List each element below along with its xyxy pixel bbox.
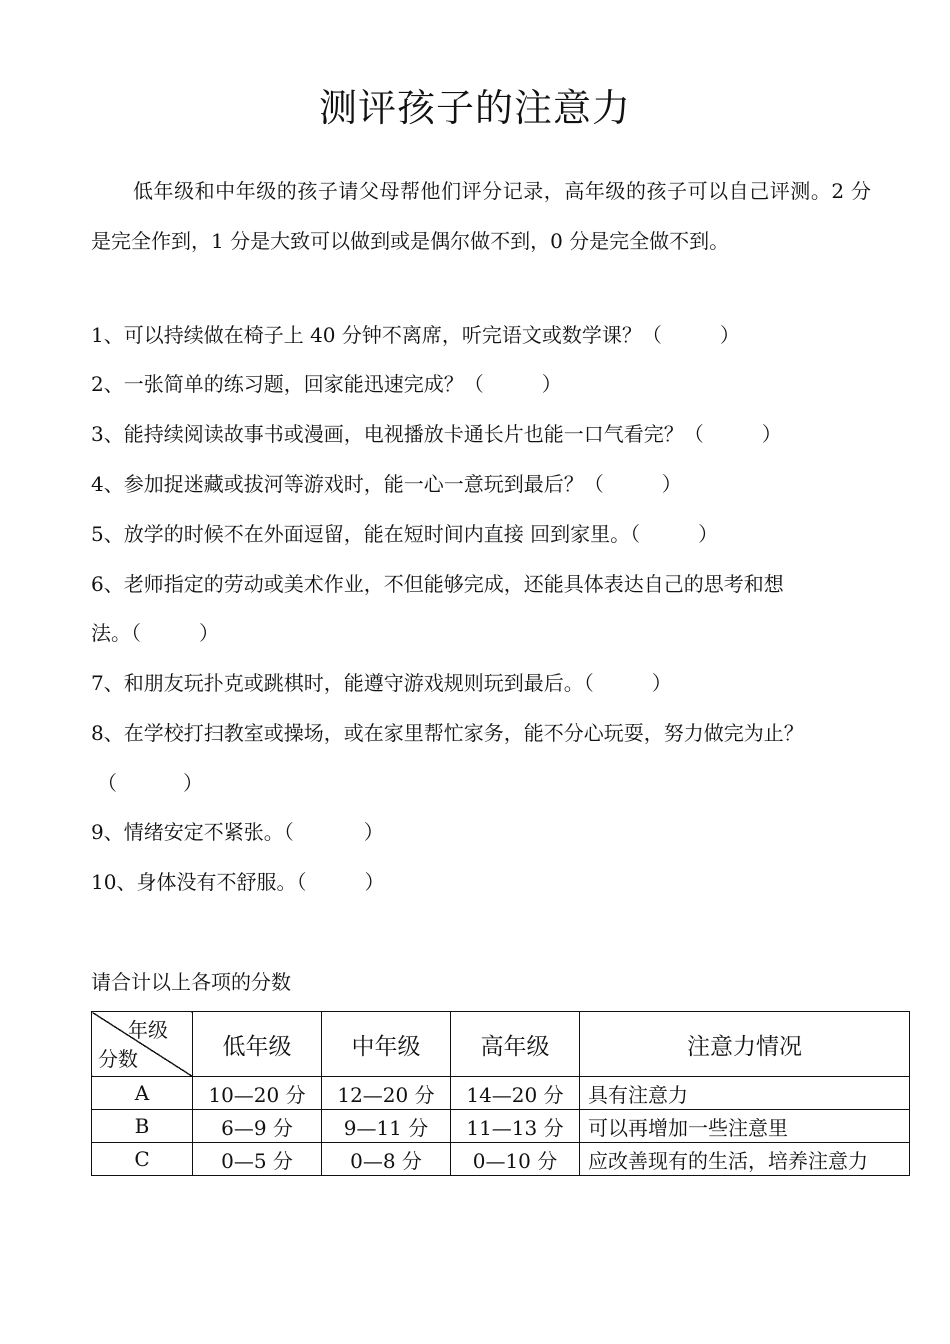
question-3 bbox=[91, 418, 782, 450]
question-6-text: 6、老师指定的劳动或美术作业，不但能够完成，还能具体表达自己的思考和想 bbox=[91, 572, 784, 596]
corner-label-grade: 年级 bbox=[128, 1018, 168, 1042]
grade-cell: B bbox=[92, 1110, 193, 1143]
question-2-close: ） bbox=[541, 372, 562, 396]
question-4-close: ） bbox=[661, 472, 682, 496]
question-1-text: 1、可以持续做在椅子上 40 分钟不离席，听完语文或数学课？（ bbox=[91, 323, 662, 347]
question-7 bbox=[91, 667, 672, 699]
low-range-cell: 6—9 分 bbox=[193, 1110, 322, 1143]
question-8-cont bbox=[97, 767, 203, 799]
question-5-close: ） bbox=[698, 522, 719, 546]
sum-label: 请合计以上各项的分数 bbox=[91, 970, 291, 994]
question-2-text: 2、一张简单的练习题，回家能迅速完成？（ bbox=[91, 372, 484, 396]
question-6-cont bbox=[91, 617, 219, 649]
question-3-text: 3、能持续阅读故事书或漫画，电视播放卡通长片也能一口气看完？（ bbox=[91, 422, 704, 446]
table-row bbox=[92, 1110, 910, 1143]
question-8-text: 8、在学校打扫教室或操场，或在家里帮忙家务，能不分心玩耍，努力做完为止？ bbox=[91, 721, 804, 745]
mid-range-cell: 9—11 分 bbox=[322, 1110, 451, 1143]
intro-paragraph: 低年级和中年级的孩子请父母帮他们评分记录，高年级的孩子可以自己评测。2 分是完全作到，1 分是大致可以做到或是偶尔做不到，0 分是完全做不到。 bbox=[91, 179, 871, 253]
status-cell: 应改善现有的生活，培养注意力 bbox=[580, 1143, 910, 1176]
question-6-close: ） bbox=[199, 621, 219, 645]
page-title: 测评孩子的注意力 bbox=[318, 86, 631, 130]
header-high-grade: 高年级 bbox=[451, 1012, 580, 1077]
header-low-grade: 低年级 bbox=[193, 1012, 322, 1077]
question-7-text: 7、和朋友玩扑克或跳棋时，能遵守游戏规则玩到最后。（ bbox=[91, 671, 594, 695]
mid-range-cell: 12—20 分 bbox=[322, 1077, 451, 1110]
question-9 bbox=[91, 816, 384, 848]
question-4 bbox=[91, 468, 682, 500]
table-row bbox=[92, 1143, 910, 1176]
grade-cell: C bbox=[92, 1143, 193, 1176]
question-5-text: 5、放学的时候不在外面逗留，能在短时间内直接 回到家里。（ bbox=[91, 522, 641, 546]
question-4-text: 4、参加捉迷藏或拔河等游戏时，能一心一意玩到最后？（ bbox=[91, 472, 604, 496]
high-range-cell: 0—10 分 bbox=[451, 1143, 580, 1176]
low-range-cell: 10—20 分 bbox=[193, 1077, 322, 1110]
question-10-text: 10、身体没有不舒服。（ bbox=[91, 870, 307, 894]
header-mid-grade: 中年级 bbox=[322, 1012, 451, 1077]
question-6-cont-text: 法。（ bbox=[91, 621, 141, 645]
score-table bbox=[91, 1011, 910, 1176]
high-range-cell: 14—20 分 bbox=[451, 1077, 580, 1110]
question-9-text: 9、情绪安定不紧张。（ bbox=[91, 820, 294, 844]
header-attention-status: 注意力情况 bbox=[580, 1012, 910, 1077]
question-5 bbox=[91, 518, 718, 550]
grade-cell: A bbox=[92, 1077, 193, 1110]
question-3-close: ） bbox=[761, 422, 782, 446]
status-cell: 可以再增加一些注意里 bbox=[580, 1110, 910, 1143]
table-row bbox=[92, 1077, 910, 1110]
low-range-cell: 0—5 分 bbox=[193, 1143, 322, 1176]
question-1-close: ） bbox=[719, 323, 740, 347]
question-8-cont-text: （ bbox=[97, 771, 117, 795]
question-8 bbox=[91, 717, 804, 749]
question-2 bbox=[91, 368, 562, 400]
corner-label-score: 分数 bbox=[98, 1047, 138, 1071]
question-8-close: ） bbox=[183, 771, 203, 795]
status-cell: 具有注意力 bbox=[580, 1077, 910, 1110]
table-header-row bbox=[92, 1012, 910, 1077]
question-10-close: ） bbox=[364, 870, 385, 894]
question-10 bbox=[91, 866, 384, 898]
high-range-cell: 11—13 分 bbox=[451, 1110, 580, 1143]
question-9-close: ） bbox=[363, 820, 384, 844]
corner-header-cell bbox=[92, 1012, 193, 1077]
question-6 bbox=[91, 568, 784, 600]
question-7-close: ） bbox=[651, 671, 672, 695]
question-1 bbox=[91, 319, 740, 351]
mid-range-cell: 0—8 分 bbox=[322, 1143, 451, 1176]
